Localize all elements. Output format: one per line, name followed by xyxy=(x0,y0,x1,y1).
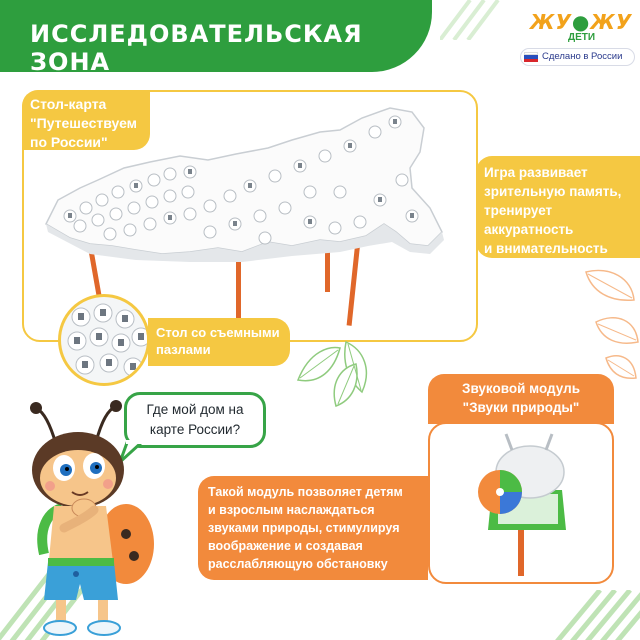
brand-logo xyxy=(520,4,635,70)
sound-desc-line3: звуками природы, стимулируя xyxy=(208,521,400,535)
game-line2: зрительную память, xyxy=(484,184,622,199)
sound-desc-line1: Такой модуль позволяет детям xyxy=(208,485,403,499)
made-in-russia-text: Сделано в России xyxy=(542,51,623,62)
sound-desc-line2: и взрослым наслаждаться xyxy=(208,503,375,517)
game-line5: и внимательность xyxy=(484,241,608,256)
green-leaves-decor xyxy=(290,340,400,410)
logo-word-part2: ЖУ xyxy=(590,10,633,34)
bubble-line2: карте России? xyxy=(149,422,241,437)
made-in-russia-badge xyxy=(520,48,635,66)
map-title-line1: Стол-карта xyxy=(30,96,107,112)
game-benefits-box xyxy=(476,156,640,258)
sound-title-line2: "Звуки природы" xyxy=(462,400,580,415)
logo-word-part1: ЖУ xyxy=(530,10,572,34)
map-title-line3: по России" xyxy=(30,134,108,150)
sound-desc-line5: расслабляющую обстановку xyxy=(208,557,388,571)
sound-title-line1: Звуковой модуль xyxy=(462,381,580,396)
map-title-line2: "Путешествуем xyxy=(30,115,138,131)
puzzle-line2: пазлами xyxy=(156,342,211,357)
logo-subtitle: ДЕТИ xyxy=(568,32,596,43)
sound-module-title-box xyxy=(428,374,614,424)
game-line3: тренирует xyxy=(484,203,553,218)
bubble-line1: Где мой дом на xyxy=(146,402,244,417)
game-line1: Игра развивает xyxy=(484,165,588,180)
orange-leaves-decor xyxy=(576,262,640,382)
page-title: ИССЛЕДОВАТЕЛЬСКАЯ ЗОНА xyxy=(30,20,363,76)
stripes-bottom-right-decor xyxy=(540,590,640,640)
puzzle-line1: Стол со съемными xyxy=(156,325,280,340)
russia-flag-icon xyxy=(524,52,538,62)
sound-module-description-box xyxy=(198,476,428,580)
game-line4: аккуратность xyxy=(484,222,574,237)
logo-wordmark xyxy=(530,10,632,34)
map-table-title-box xyxy=(22,90,150,150)
puzzle-closeup-drawing xyxy=(61,297,150,386)
sound-desc-line4: воображение и создавая xyxy=(208,539,363,553)
stripes-top-right-decor xyxy=(440,0,520,40)
header-bar xyxy=(0,0,432,76)
puzzle-table-box xyxy=(148,318,290,366)
sound-module-image xyxy=(470,430,580,580)
bee-mascot-image xyxy=(14,394,164,640)
puzzle-closeup-image xyxy=(58,294,150,386)
logo-bug-icon: ● xyxy=(571,10,591,34)
